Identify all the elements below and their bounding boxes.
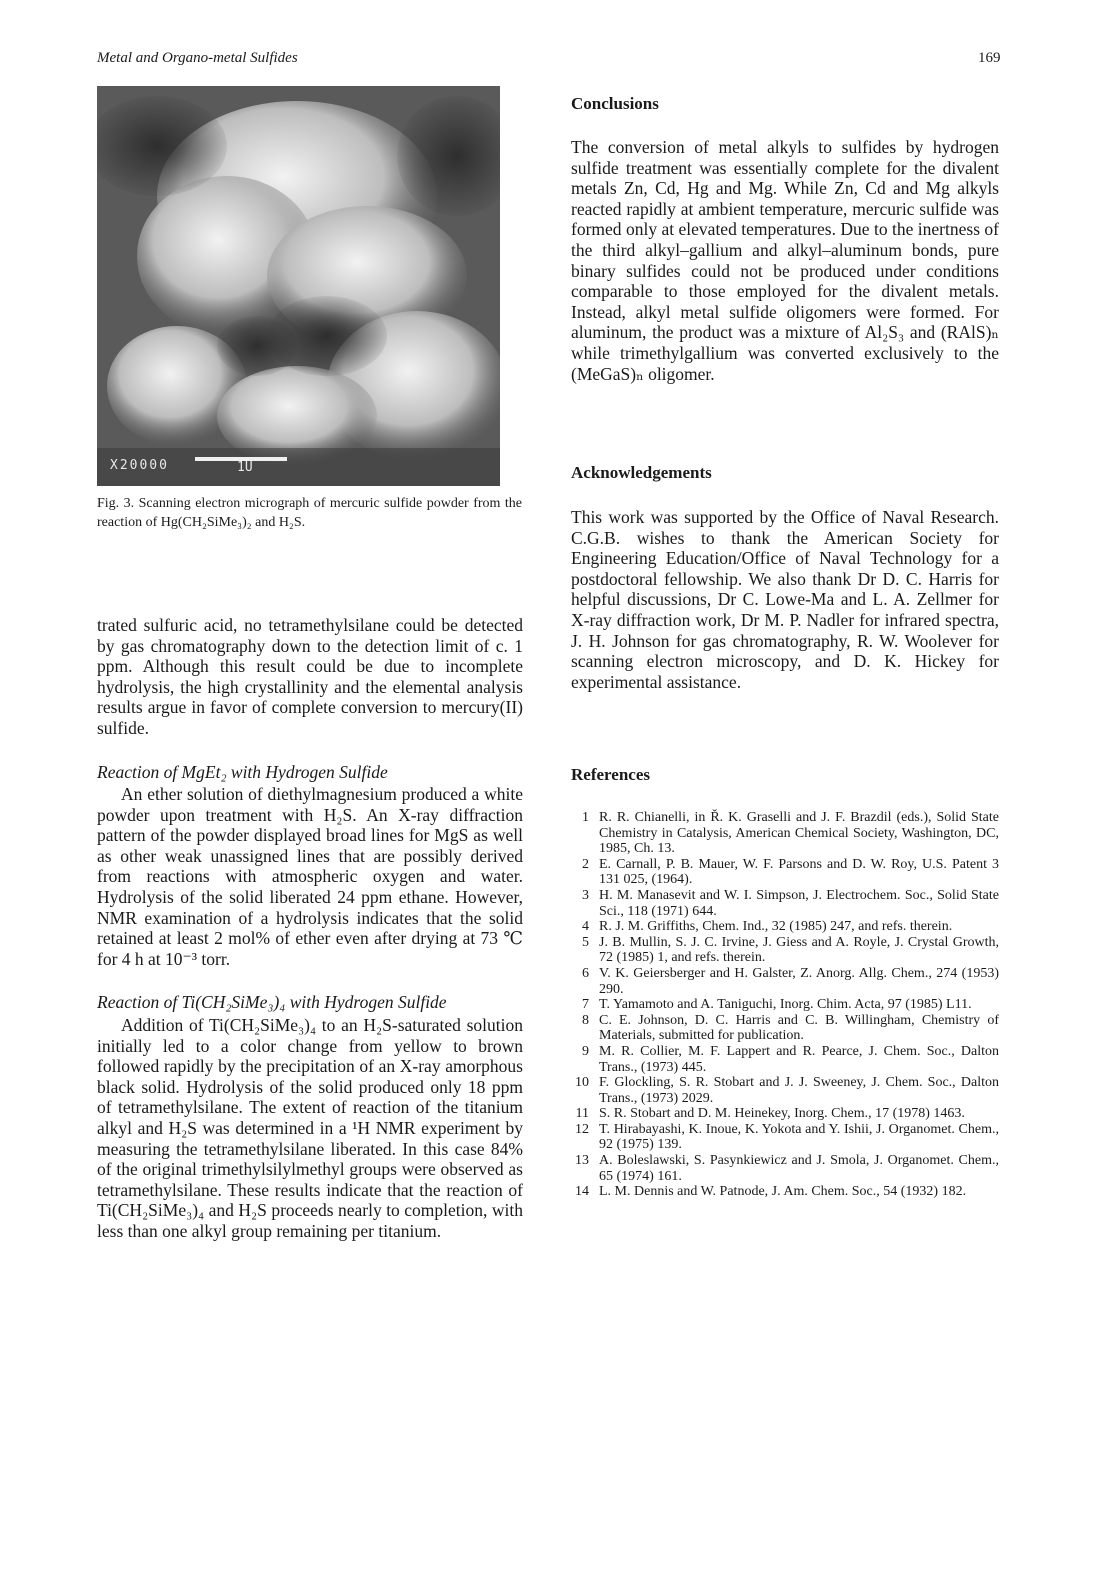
reference-item — [571, 919, 999, 935]
reference-item — [571, 966, 999, 997]
figure-caption: Fig. 3. Scanning electron micrograph of mercuric sulfide powder from the reaction of Hg(CH₂SiMe₃)₂ and H₂S. — [97, 496, 522, 530]
reference-number: 2 — [582, 856, 589, 872]
reference-item — [571, 1013, 999, 1044]
reference-item — [571, 997, 999, 1013]
reference-text: J. B. Mullin, S. J. C. Irvine, J. Giess and A. Royle, J. Crystal Growth, 72 (1985) 1, and refs. therein. — [599, 934, 999, 966]
scale-magnification: X20000 — [110, 458, 169, 473]
reference-item — [571, 1075, 999, 1106]
reference-text: L. M. Dennis and W. Patnode, J. Am. Chem. Soc., 54 (1932) 182. — [599, 1184, 967, 1200]
reference-number: 3 — [582, 887, 589, 903]
reference-number: 14 — [575, 1184, 589, 1200]
reference-text: F. Glockling, S. R. Stobart and J. J. Sweeney, J. Chem. Soc., Dalton Trans., (1973) 2029. — [599, 1075, 999, 1106]
reference-text: S. R. Stobart and D. M. Heinekey, Inorg. Chem., 17 (1978) 1463. — [599, 1106, 965, 1122]
conclusions-text: The conversion of metal alkyls to sulfides by hydrogen sulfide treatment was essentially complete for the divalent metals Zn, Cd, Hg and Mg. While Zn, Cd and Mg alkyls reacted rapidly at ambient temperature, mercuric sulfide was formed only at elevated temperatures. Due to the inertness of the third alkyl–gallium and alkyl–aluminum bonds, pure binary sulfides could not be produced under conditions comparable to those employed for the divalent metals. Instead, alkyl metal sulfide oligomers were formed. For aluminum, the product was a mixture of Al₂S₃ and (RAlS)ₙ while trimethylgallium was converted exclusively to the (MeGaS)ₙ oligomer. — [571, 137, 999, 384]
paragraph-continuation: trated sulfuric acid, no tetramethylsilane could be detected by gas chromatography down to the detection limit of c. 1 ppm. Although this result could be due to incomplete hydrolysis, the high crystallinity and the elemental analysis results argue in favor of complete conversion to mercury(II) sulfide. — [97, 615, 523, 738]
reference-number: 6 — [582, 965, 589, 981]
reference-text: E. Carnall, P. B. Mauer, W. F. Parsons and D. W. Roy, U.S. Patent 3 131 025, (1964). — [599, 856, 999, 888]
reference-text: C. E. Johnson, D. C. Harris and C. B. Willingham, Chemistry of Materials, submitted for publication. — [599, 1012, 999, 1044]
reference-number: 13 — [575, 1153, 589, 1169]
conclusions-heading: Conclusions — [571, 94, 659, 113]
sem-micrograph — [97, 86, 500, 486]
acknowledgements-text: This work was supported by the Office of Naval Research. C.G.B. wishes to thank the American Society for Engineering Education/Office of Naval Technology for a postdoctoral fellowship. We also thank Dr D. C. Harris for helpful discussions, Dr C. Lowe-Ma and L. A. Zellmer for X-ray diffraction work, Dr M. P. Nadler for infrared spectra, J. H. Johnson for gas chromatography, R. W. Woolever for scanning electron microscopy, and D. K. Hickey for experimental assistance. — [571, 507, 999, 692]
reference-text: A. Boleslawski, S. Pasynkiewicz and J. Smola, J. Organomet. Chem., 65 (1974) 161. — [599, 1153, 999, 1184]
reference-text: R. J. M. Griffiths, Chem. Ind., 32 (1985) 247, and refs. therein. — [599, 919, 953, 935]
references-list — [571, 810, 999, 1200]
section-ti-text: Addition of Ti(CH₂SiMe₃)₄ to an H₂S-saturated solution initially led to a color change from yellow to brown followed rapidly by the precipitation of an X-ray amorphous black solid. Hydrolysis of the solid produced only 18 ppm of tetramethylsilane. The extent of reaction of the titanium alkyl and H₂S was determined in a ¹H NMR experiment by measuring the tetramethylsilane liberated. In this case 84% of the original trimethylsilylmethyl groups were observed as tetramethylsilane. These results indicate that the reaction of Ti(CH₂SiMe₃)₄ and H₂S proceeds nearly to completion, with less than one alkyl group remaining per titanium. — [97, 1015, 523, 1241]
reference-number: 5 — [582, 934, 589, 950]
references-heading: References — [571, 765, 650, 784]
reference-number: 8 — [582, 1012, 589, 1028]
reference-number: 4 — [582, 919, 589, 935]
reference-item — [571, 1184, 999, 1200]
reference-text: T. Hirabayashi, K. Inoue, K. Yokota and Y. Ishii, J. Organomet. Chem., 92 (1975) 139. — [599, 1121, 999, 1153]
reference-number: 11 — [575, 1106, 589, 1122]
reference-item — [571, 1153, 999, 1184]
running-head: Metal and Organo-metal Sulfides — [97, 50, 298, 66]
scale-unit: 1U — [237, 460, 253, 475]
reference-number: 10 — [575, 1075, 589, 1091]
section-mg-text: An ether solution of diethylmagnesium produced a white powder upon treatment with H₂S. An X-ray diffraction pattern of the powder displayed broad lines for MgS as well as other weak unassigned lines that are possibly derived from reactions with atmospheric oxygen and water. Hydrolysis of the solid liberated 24 ppm ethane. However, NMR examination of a hydrolysis indicates that the solid retained at least 2 mol% of ether even after drying at 73 ℃ for 4 h at 10⁻³ torr. — [97, 784, 523, 969]
section-mg-title: Reaction of MgEt₂ with Hydrogen Sulfide — [97, 762, 388, 782]
reference-item — [571, 888, 999, 919]
micrograph-texture — [97, 86, 500, 486]
reference-number: 12 — [575, 1121, 589, 1137]
reference-item — [571, 1122, 999, 1153]
acknowledgements-heading: Acknowledgements — [571, 463, 712, 482]
reference-text: H. M. Manasevit and W. I. Simpson, J. Electrochem. Soc., Solid State Sci., 118 (1971) 644. — [599, 887, 999, 919]
reference-item — [571, 810, 999, 857]
section-ti-title: Reaction of Ti(CH₂SiMe₃)₄ with Hydrogen Sulfide — [97, 992, 447, 1012]
reference-number: 7 — [582, 997, 589, 1013]
reference-number: 1 — [582, 810, 589, 825]
reference-text: V. K. Geiersberger and H. Galster, Z. Anorg. Allg. Chem., 274 (1953) 290. — [599, 965, 999, 997]
reference-item — [571, 857, 999, 888]
reference-text: M. R. Collier, M. F. Lappert and R. Pearce, J. Chem. Soc., Dalton Trans., (1973) 445. — [599, 1043, 999, 1075]
reference-text: R. R. Chianelli, in Ř. K. Graselli and J. F. Brazdil (eds.), Solid State Chemistry in Catalysis, American Chemical Society, Washington, DC, 1985, Ch. 13. — [599, 810, 999, 857]
reference-item — [571, 1106, 999, 1122]
reference-item — [571, 1044, 999, 1075]
reference-text: T. Yamamoto and A. Taniguchi, Inorg. Chim. Acta, 97 (1985) L11. — [599, 997, 972, 1013]
reference-item — [571, 935, 999, 966]
reference-number: 9 — [582, 1043, 589, 1059]
page-number: 169 — [978, 50, 1001, 66]
